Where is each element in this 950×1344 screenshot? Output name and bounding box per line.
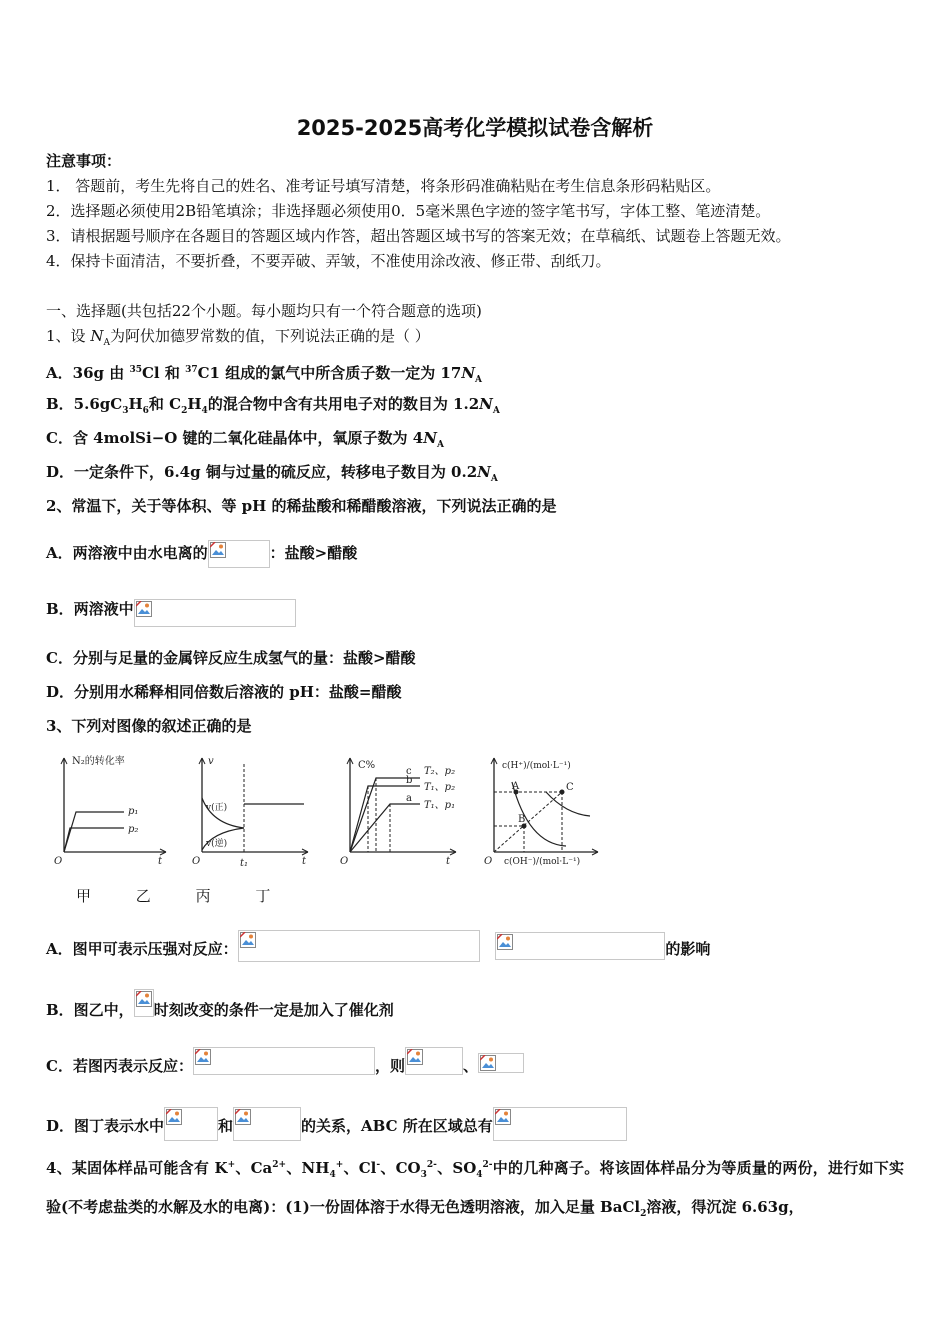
q3-graphs — [46, 752, 606, 882]
g1-origin: O — [54, 856, 63, 867]
g3-b: b — [406, 775, 413, 786]
broken-image-icon — [193, 1047, 375, 1075]
q2-option-a: A．两溶液中由水电离的 ：盐酸>醋酸 — [46, 540, 357, 568]
notice-item-4: 4．保持卡面清洁，不要折叠，不要弄破、弄皱，不准使用涂改液、修正带、刮纸刀。 — [46, 252, 611, 270]
g3-c: c — [406, 766, 412, 777]
g4-xlabel: c(OH⁻)/(mol·L⁻¹) — [504, 857, 581, 867]
q2-option-d: D．分别用水稀释相同倍数后溶液的 pH：盐酸=醋酸 — [46, 683, 402, 701]
q1-option-c: C．含 4molSi−O 键的二氧化硅晶体中，氧原子数为 $4N_A$ — [46, 429, 444, 450]
g3-la: T₁、p₁ — [424, 800, 456, 811]
broken-image-icon — [134, 989, 154, 1017]
q3-stem: 3、下列对图像的叙述正确的是 — [46, 717, 252, 735]
g3-lc: T₂、p₂ — [424, 766, 456, 777]
broken-image-icon — [233, 1107, 301, 1141]
g1-ylabel: N₂的转化率 — [72, 756, 125, 767]
q3-option-a: A．图甲可表示压强对反应： 的影响 — [46, 930, 710, 962]
broken-image-icon — [495, 932, 665, 960]
graph-bing — [340, 758, 456, 867]
graph-label-jia: 甲 — [76, 887, 92, 905]
g2-rev: v(逆) — [206, 839, 228, 849]
g2-ylabel: v — [208, 756, 214, 767]
q4-stem: 4、某固体样品可能含有 K+、$Ca^{2+}$、$NH_4^+$、Cl-、$CO_3^{2-}$、$SO_4^{2-}$中的几种离子。将该固体样品分为等质量的两份，进行如下实验(不考虑盐类的水解及水的电离)：(1)一份固体溶于水得无色透明溶液，加入足量 BaCl$_2$溶液，得沉淀 6.63g， — [46, 1159, 904, 1219]
g3-a: a — [406, 793, 412, 804]
q3-option-c: C．若图丙表示反应： ，则 、 — [46, 1047, 524, 1076]
g4-origin: O — [484, 856, 493, 867]
g2-t1: t₁ — [240, 858, 249, 869]
broken-image-icon — [134, 599, 296, 627]
broken-image-icon — [478, 1053, 524, 1073]
g2-origin: O — [192, 856, 201, 867]
notice-item-1: 1． 答题前，考生先将自己的姓名、准考证号填写清楚，将条形码准确粘贴在考生信息条形码粘贴区。 — [46, 177, 721, 195]
g3-origin: O — [340, 856, 349, 867]
g4-A: A — [512, 781, 520, 792]
broken-image-icon — [405, 1047, 463, 1075]
q1-option-a: A．36g 由 $^{35}$Cl 和 $^{37}$C1 组成的氯气中所含质子数一定为 $17N_A$ — [46, 364, 483, 385]
graph-yi — [192, 756, 308, 869]
g3-lb: T₁、p₂ — [424, 782, 456, 793]
notice-item-3: 3．请根据题号顺序在各题目的答题区域内作答，超出答题区域书写的答案无效；在草稿纸、试题卷上答题无效。 — [46, 227, 791, 245]
graph-label-bing: 丙 — [195, 887, 211, 905]
graph-label-yi: 乙 — [135, 887, 151, 905]
q1-option-b: B．$5.6gC_3H_6$和 $C_2H_4$的混合物中含有共用电子对的数目为 $1.2N_A$ — [46, 395, 500, 416]
g2-fwd: v(正) — [206, 803, 228, 813]
graph-jia — [54, 754, 166, 867]
q2-stem: 2、常温下，关于等体积、等 pH 的稀盐酸和稀醋酸溶液，下列说法正确的是 — [46, 497, 557, 515]
notice-item-2: 2．选择题必须使用2B铅笔填涂；非选择题必须使用0．5毫米黑色字迹的签字笔书写，字体工整、笔迹清楚。 — [46, 202, 771, 220]
g1-p1: p₁ — [128, 806, 139, 817]
broken-image-icon — [164, 1107, 218, 1141]
broken-image-icon — [238, 930, 480, 962]
q1-option-d: D．一定条件下，6.4g 铜与过量的硫反应，转移电子数目为 $0.2N_A$ — [46, 463, 498, 484]
graph-label-ding: 丁 — [255, 887, 271, 905]
q1-stem: 1、设 $N_A$为阿伏加德罗常数的值，下列说法正确的是（ ） — [46, 327, 430, 348]
g4-ylabel: c(H⁺)/(mol·L⁻¹) — [502, 761, 571, 771]
graph-labels — [76, 885, 310, 906]
broken-image-icon — [493, 1107, 627, 1141]
notice-title: 注意事项： — [46, 152, 122, 170]
q2-option-c: C．分别与足量的金属锌反应生成氢气的量：盐酸>醋酸 — [46, 649, 416, 667]
g4-C: C — [566, 782, 574, 793]
g1-t: t — [158, 856, 163, 867]
g1-p2: p₂ — [128, 824, 139, 835]
g3-t: t — [446, 856, 451, 867]
g2-t: t — [302, 856, 307, 867]
g3-ylabel: C% — [358, 760, 376, 771]
graph-ding — [484, 758, 598, 867]
g4-B: B — [518, 814, 526, 825]
page-title: 2025-2025高考化学模拟试卷含解析 — [296, 116, 654, 140]
q3-option-b: B．图乙中， 时刻改变的条件一定是加入了催化剂 — [46, 989, 394, 1020]
q2-option-b: B．两溶液中 — [46, 599, 296, 627]
section-title: 一、选择题(共包括22个小题。每小题均只有一个符合题意的选项) — [46, 302, 482, 320]
broken-image-icon — [208, 540, 270, 568]
q3-option-d: D．图丁表示水中 和 的关系，ABC 所在区域总有 — [46, 1107, 627, 1141]
